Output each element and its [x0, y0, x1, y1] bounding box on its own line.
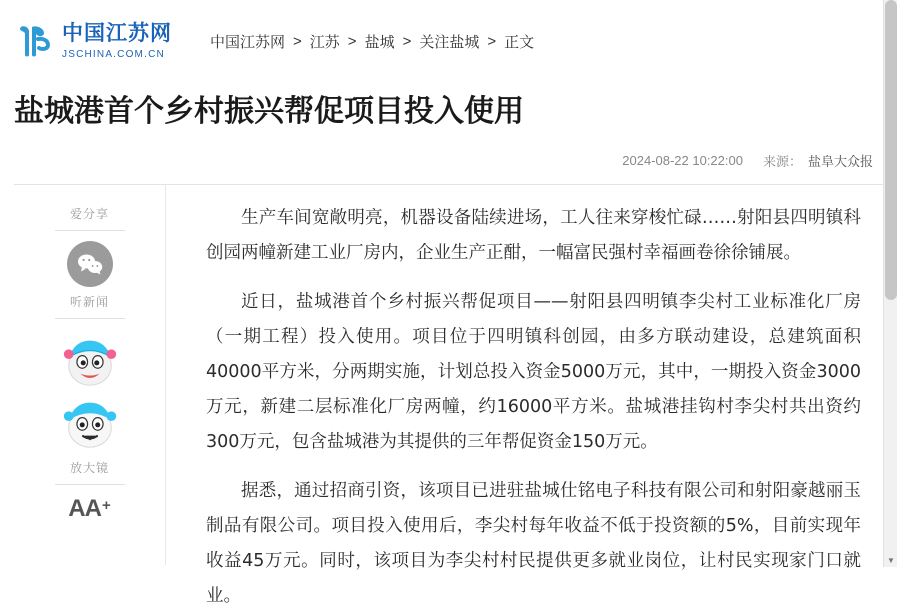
site-logo[interactable] [14, 21, 194, 61]
article-sidebar [14, 185, 166, 565]
zoom-text: AA [68, 494, 101, 522]
jschina-logo-icon [14, 21, 54, 61]
zoom-label: 放大镜 [69, 460, 109, 475]
font-zoom-button[interactable] [63, 495, 117, 529]
source-label: 来源： [762, 153, 802, 169]
article-paragraph: 据悉，通过招商引资，该项目已进驻盐城仕铭电子科技有限公司和射阳豪越丽玉制品有限公司。项目投入使用后，李尖村每年收益不低于投资额的5%，目前实现年收益45万元。同时，该项目为李尖村村民提供更多就业岗位，让村民实现家门口就业。 [206, 480, 861, 606]
sidebar-divider [55, 318, 125, 319]
publish-date: 2024-08-22 10:22:00 [622, 152, 743, 168]
article-header [0, 78, 897, 133]
listen-label: 听新闻 [69, 294, 109, 309]
news-mascot-icon[interactable] [14, 329, 165, 391]
source-value: 盐阜大众报 [807, 153, 873, 169]
scroll-down-icon[interactable]: ▼ [887, 555, 895, 565]
page-title: 盐城港首个乡村振兴帮促项目投入使用 [14, 94, 524, 129]
breadcrumb-separator: > [487, 32, 497, 50]
breadcrumb-separator: > [347, 32, 357, 50]
logo-title: 中国江苏网 [62, 21, 172, 46]
page-header [0, 0, 897, 78]
sidebar-divider [55, 484, 125, 485]
logo-subtitle: JSCHINA.COM.CN [62, 48, 165, 60]
article-content [166, 185, 883, 606]
sidebar-divider [55, 230, 125, 231]
page-scrollbar[interactable] [883, 0, 897, 567]
article-meta [0, 133, 897, 170]
breadcrumb-item-2[interactable]: 盐城 [364, 33, 395, 51]
breadcrumb [210, 31, 534, 52]
breadcrumb-item-4: 正文 [504, 33, 535, 51]
share-label: 爱分享 [69, 206, 109, 221]
article-paragraph: 生产车间宽敞明亮，机器设备陆续进场，工人往来穿梭忙碌……射阳县四明镇科创园两幢新建工业厂房内，企业生产正酣，一幅富民强村幸福画卷徐徐铺展。 [206, 207, 861, 263]
zoom-plus-icon: + [101, 496, 111, 514]
breadcrumb-separator: > [293, 32, 302, 50]
breadcrumb-item-3[interactable]: 关注盐城 [419, 33, 480, 51]
article-body [0, 185, 897, 606]
scrollbar-thumb[interactable] [885, 0, 897, 300]
wechat-share-icon[interactable] [67, 241, 113, 287]
breadcrumb-item-0[interactable]: 中国江苏网 [210, 33, 286, 51]
article-paragraph: 近日，盐城港首个乡村振兴帮促项目——射阳县四明镇李尖村工业标准化厂房（一期工程）投入使用。项目位于四明镇科创园，由多方联动建设，总建筑面积40000平方米，分两期实施，计划总投入资金5000万元，其中，一期投入资金3000万元，新建二层标准化厂房两幢，约16000平方米。盐城港挂钩村李尖村共出资约300万元，包含盐城港为其提供的三年帮促资金150万元。 [206, 291, 861, 452]
news-mascot-icon[interactable] [14, 391, 165, 453]
breadcrumb-item-1[interactable]: 江苏 [309, 33, 340, 51]
breadcrumb-separator: > [402, 32, 412, 50]
